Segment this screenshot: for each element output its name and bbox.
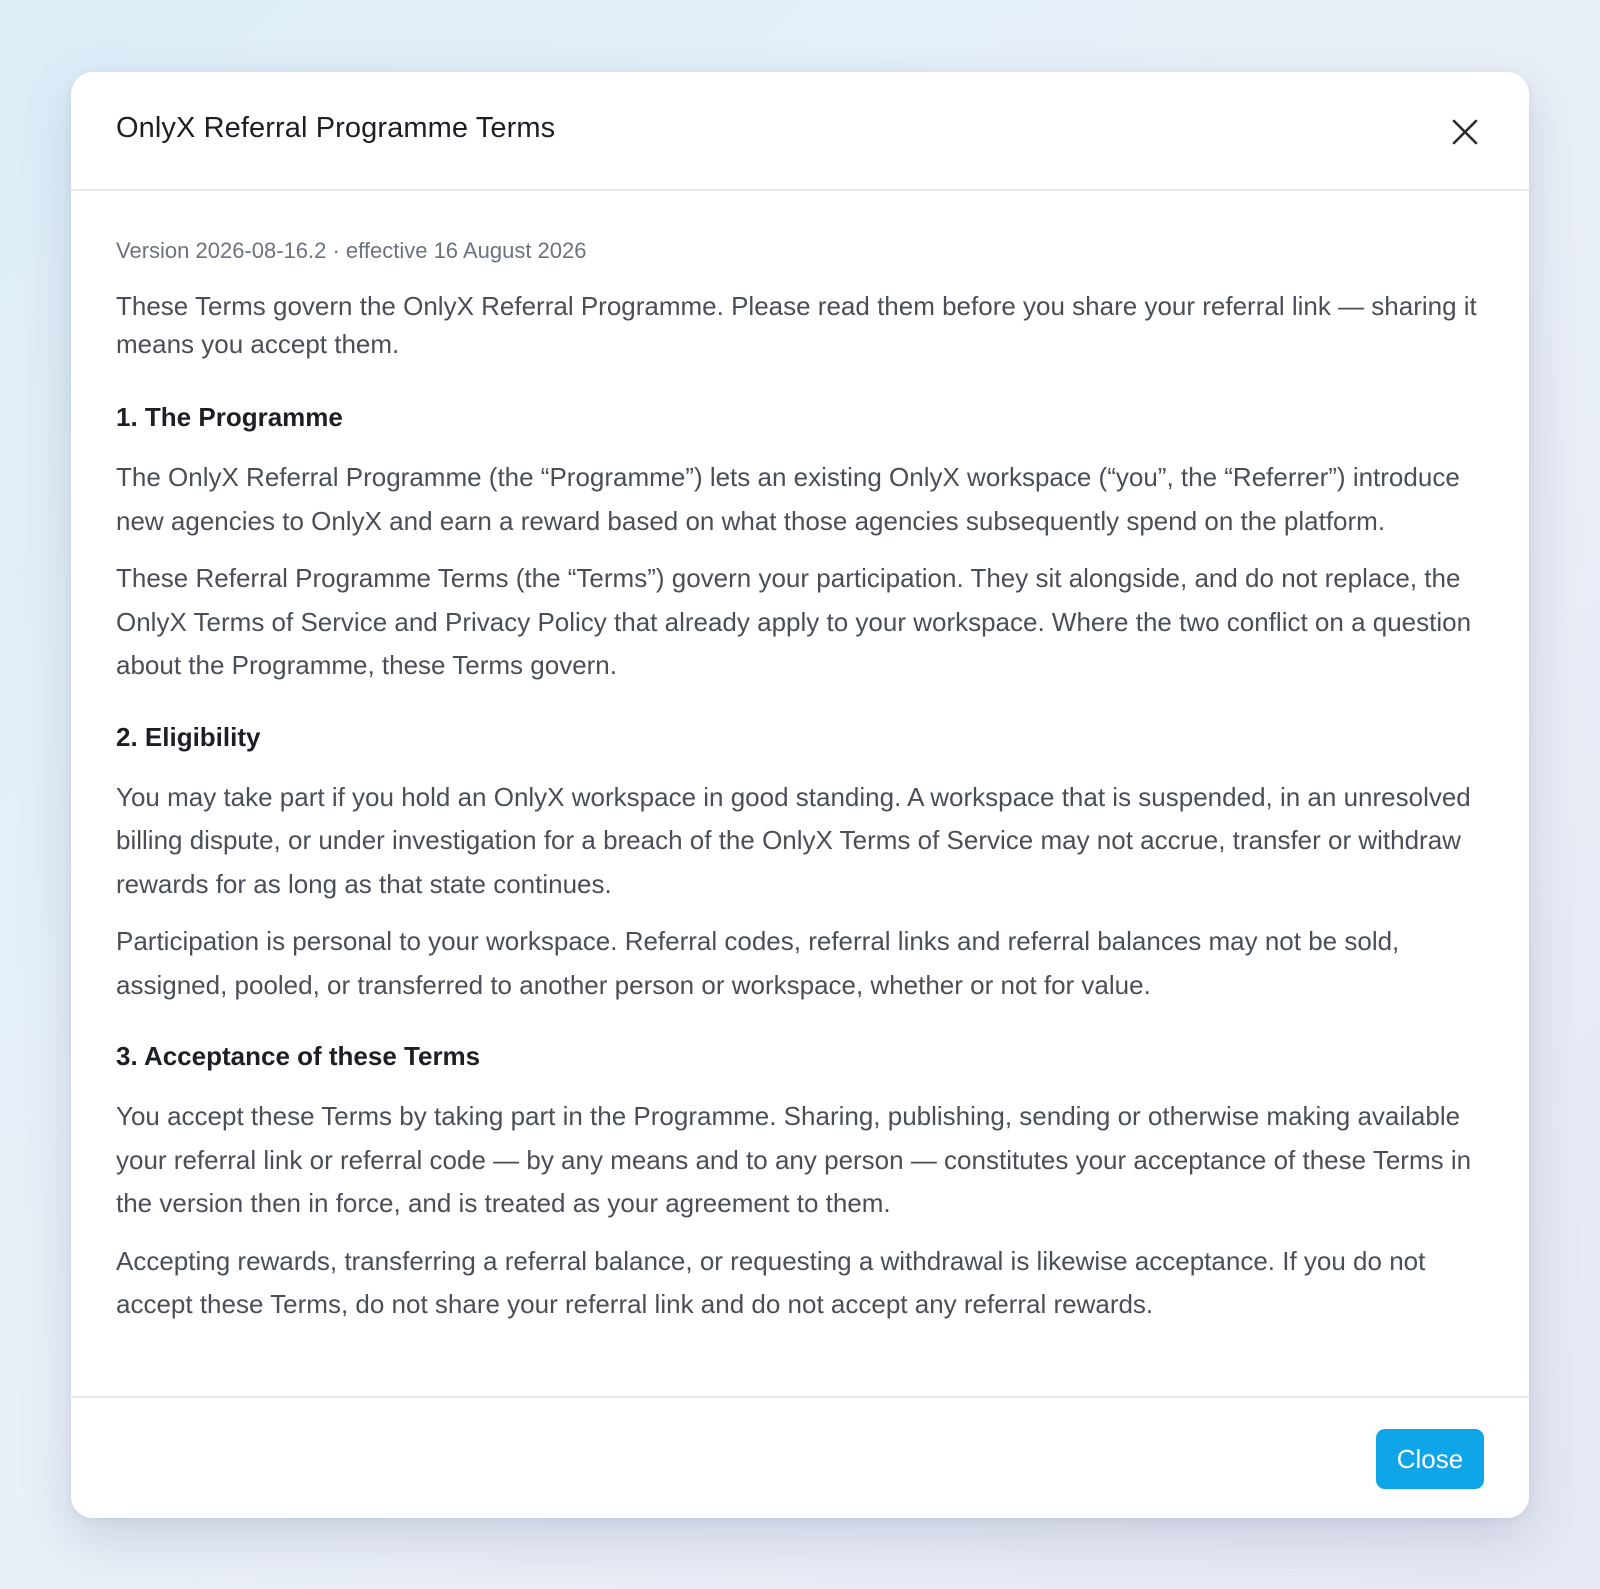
section-heading: 1. The Programme (116, 402, 343, 432)
terms-modal (71, 72, 1529, 1518)
modal-header (71, 72, 1529, 191)
section-paragraph: You may take part if you hold an OnlyX workspace in good standing. A workspace that is suspended, in an unresolved billing dispute, or under investigation for a breach of the OnlyX Terms of Service may not accrue, transfer or withdraw rewards for as long as that state continues. (116, 781, 1471, 899)
close-button[interactable]: Close (1376, 1429, 1484, 1489)
modal-body-scroll[interactable] (71, 193, 1529, 1467)
close-icon[interactable] (1445, 112, 1485, 152)
modal-title: OnlyX Referral Programme Terms (116, 112, 556, 144)
modal-footer (71, 1396, 1529, 1518)
section-programme (116, 400, 1484, 688)
section-paragraph: Accepting rewards, transferring a referral balance, or requesting a withdrawal is likewise acceptance. If you do not accept these Terms, do not share your referral link and do not accept any referral rewards. (116, 1245, 1426, 1319)
intro-paragraph: These Terms govern the OnlyX Referral Programme. Please read them before you share your referral link — sharing it means you accept them. (116, 291, 1477, 359)
section-heading: 3. Acceptance of these Terms (116, 1041, 481, 1071)
version-label: Version 2026-08-16.2 · effective 16 August 2026 (116, 238, 587, 263)
terms-content (116, 193, 1484, 1327)
section-paragraph: These Referral Programme Terms (the “Terms”) govern your participation. They sit alongside, and do not replace, the OnlyX Terms of Service and Privacy Policy that already apply to your workspace. Where the two conflict on a question about the Programme, these Terms govern. (116, 563, 1472, 680)
section-eligibility (116, 720, 1484, 1008)
section-acceptance (116, 1039, 1484, 1327)
section-paragraph: The OnlyX Referral Programme (the “Programme”) lets an existing OnlyX workspace (“you”, the “Referrer”) introduce new agencies to OnlyX and earn a reward based on what those agencies subsequently spend on the platform. (116, 462, 1460, 536)
section-heading: 2. Eligibility (116, 721, 261, 752)
section-paragraph: You accept these Terms by taking part in the Programme. Sharing, publishing, sending or otherwise making available your referral link or referral code — by any means and to any person — constitutes your acceptance of these Terms in the version then in force, and is treated as your agreement to them. (116, 1101, 1472, 1218)
section-paragraph: Participation is personal to your workspace. Referral codes, referral links and referral balances may not be sold, assigned, pooled, or transferred to another person or workspace, whether or not for value. (116, 926, 1400, 1000)
